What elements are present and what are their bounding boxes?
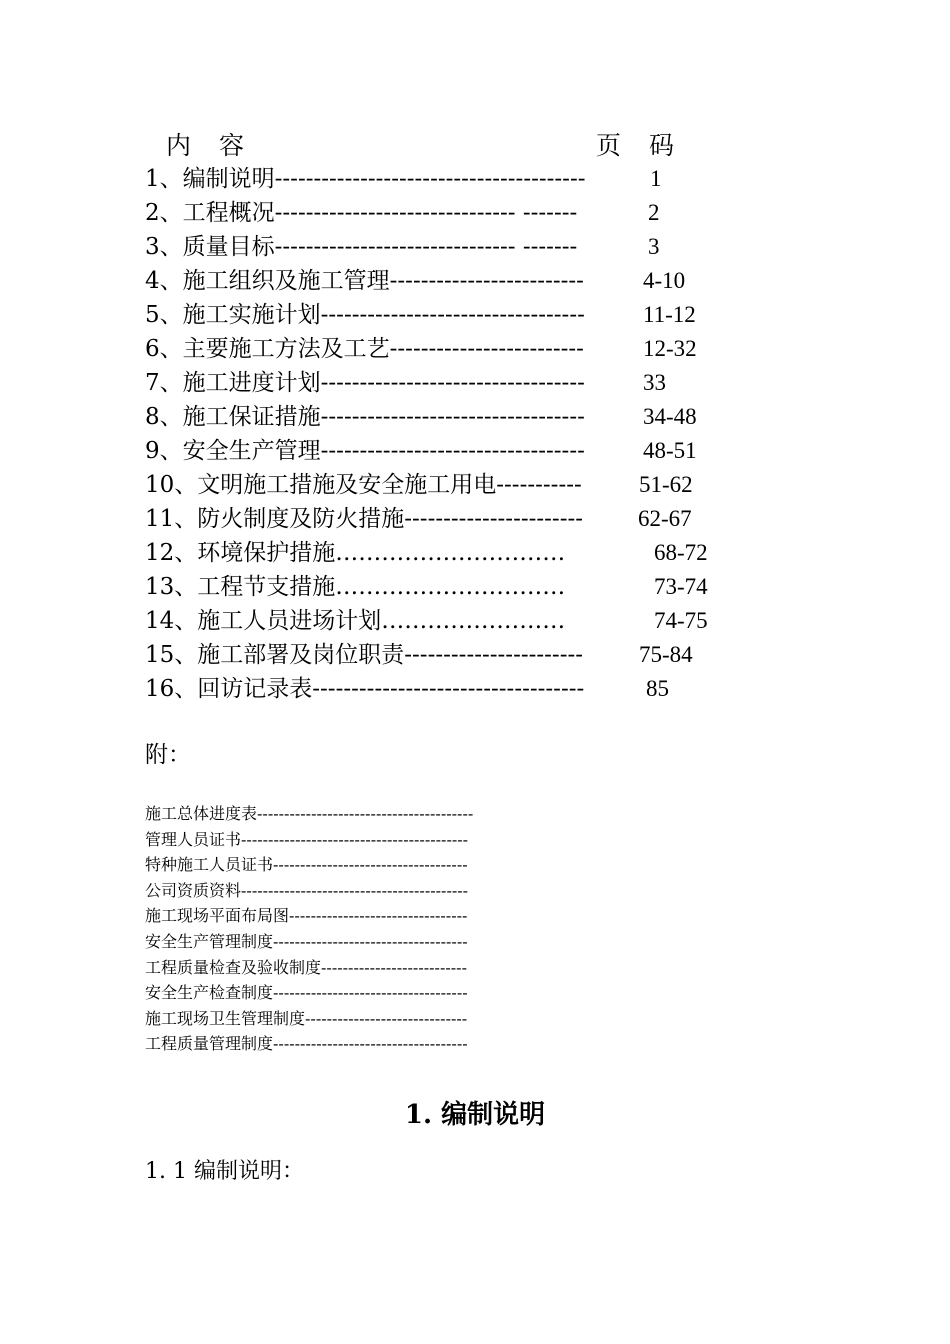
- toc-header-content: 内 容: [166, 131, 254, 160]
- toc-item-label: 9、安全生产管理----------------------------------: [145, 438, 585, 464]
- appendix-item: 安全生产管理制度------------------------------------: [145, 931, 468, 951]
- toc-header: [166, 126, 706, 160]
- toc-item-page: 3: [648, 234, 660, 259]
- toc-row: [145, 638, 765, 672]
- toc-item-label: 4、施工组织及施工管理-------------------------: [145, 268, 584, 294]
- toc-row: [145, 468, 765, 502]
- toc-row: [145, 230, 765, 264]
- toc-item-label: 3、质量目标------------------------------- -------: [145, 234, 578, 260]
- toc-row: [145, 536, 765, 570]
- toc-row: [145, 332, 765, 366]
- toc-item-page: 12-32: [643, 336, 697, 361]
- toc-item-page: 62-67: [638, 506, 692, 531]
- toc-item-label: 10、文明施工措施及安全施工用电-----------: [145, 472, 582, 498]
- toc-row: [145, 502, 765, 536]
- toc-row: [145, 570, 765, 604]
- toc-row: [145, 400, 765, 434]
- toc-item-label: 13、工程节支措施…………………………: [145, 574, 566, 600]
- appendix-item: 公司资质资料------------------------------------------: [145, 880, 469, 900]
- toc-item-label: 12、环境保护措施…………………………: [145, 540, 566, 566]
- appendix-item: 工程质量管理制度------------------------------------: [145, 1034, 468, 1054]
- toc-row: [145, 162, 765, 196]
- appendix-item: 施工现场平面布局图---------------------------------: [145, 906, 468, 926]
- appendix-item: 施工现场卫生管理制度------------------------------: [145, 1008, 468, 1028]
- toc-item-page: 34-48: [643, 404, 697, 429]
- toc-row: [145, 604, 765, 638]
- toc-row: [145, 434, 765, 468]
- toc-header-page: 页 码: [596, 131, 684, 160]
- toc-item-label: 16、回访记录表-----------------------------------: [145, 676, 585, 702]
- toc-row: [145, 298, 765, 332]
- toc-row: [145, 264, 765, 298]
- toc-item-label: 1、编制说明----------------------------------------: [145, 166, 586, 192]
- appendix-item: 施工总体进度表----------------------------------------: [145, 804, 474, 823]
- section-title: 1. 编制说明: [404, 1100, 546, 1130]
- toc-row: [145, 672, 765, 706]
- toc-item-label: 6、主要施工方法及工艺-------------------------: [145, 336, 584, 362]
- toc-item-page: 68-72: [654, 540, 708, 565]
- toc-item-page: 51-62: [639, 472, 693, 497]
- toc-row: [145, 366, 765, 400]
- toc-item-page: 85: [646, 676, 669, 701]
- subsection-title: 1. 1 编制说明：: [145, 1159, 304, 1184]
- toc-item-page: 74-75: [654, 608, 708, 633]
- toc-item-page: 48-51: [643, 438, 697, 463]
- appendix-item: 安全生产检查制度------------------------------------: [145, 983, 468, 1003]
- appendix-item: 工程质量检查及验收制度---------------------------: [145, 957, 467, 977]
- toc-item-label: 8、施工保证措施----------------------------------: [145, 404, 585, 430]
- toc-item-page: 1: [650, 166, 662, 191]
- toc-item-label: 2、工程概况------------------------------- -------: [145, 200, 578, 226]
- toc-item-label: 11、防火制度及防火措施-----------------------: [145, 506, 584, 532]
- appendix-item: 管理人员证书------------------------------------------: [145, 829, 469, 849]
- toc-item-page: 4-10: [643, 268, 686, 293]
- toc-item-page: 11-12: [643, 302, 696, 327]
- toc-item-page: 33: [643, 370, 666, 395]
- appendix-list: [145, 801, 545, 1057]
- toc-item-page: 2: [648, 200, 660, 225]
- toc-item-label: 7、施工进度计划----------------------------------: [145, 370, 585, 396]
- toc-item-label: 5、施工实施计划----------------------------------: [145, 302, 585, 328]
- table-of-contents: [145, 162, 765, 706]
- toc-row: [145, 196, 765, 230]
- toc-item-label: 14、施工人员进场计划……………………: [145, 608, 566, 634]
- toc-item-label: 15、施工部署及岗位职责-----------------------: [145, 642, 584, 668]
- appendix-title: 附：: [145, 742, 191, 768]
- toc-item-page: 73-74: [654, 574, 708, 599]
- toc-item-page: 75-84: [639, 642, 693, 667]
- appendix-item: 特种施工人员证书------------------------------------: [145, 855, 468, 875]
